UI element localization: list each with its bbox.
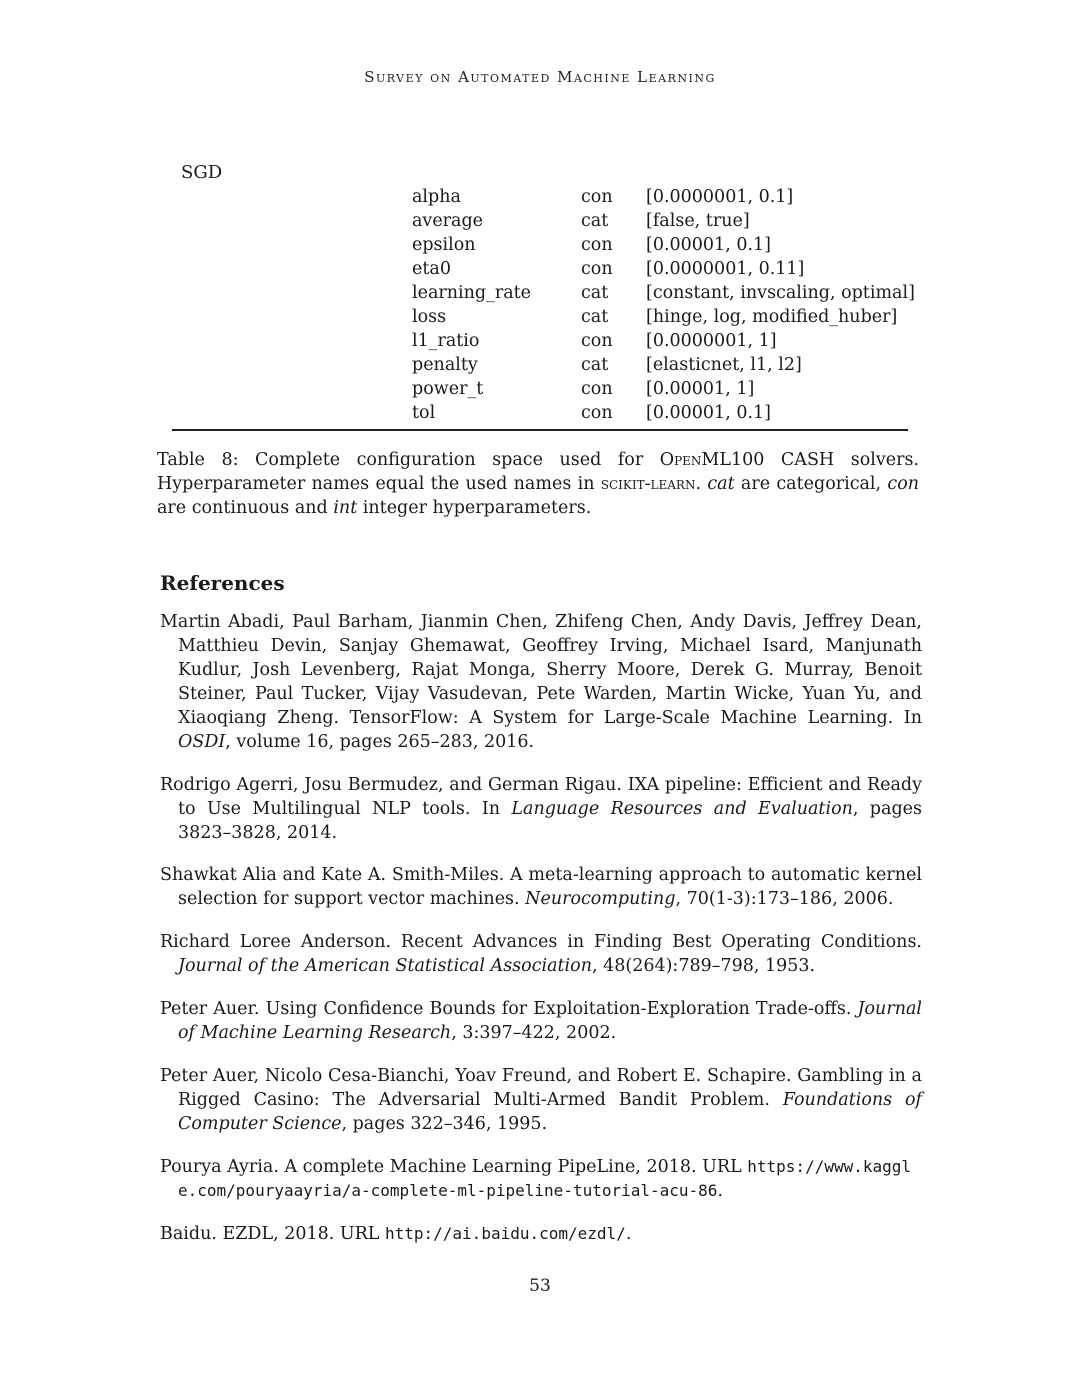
- reference-tail: .: [717, 1181, 724, 1201]
- param-range: [0.00001, 0.1]: [646, 235, 771, 255]
- caption-mid: CASH solvers. Hyperparameter names equal the used names in: [157, 450, 920, 494]
- table-bottom-rule: [172, 429, 908, 431]
- param-type: con: [581, 235, 613, 255]
- param-name: average: [412, 211, 484, 231]
- reference-url[interactable]: http://ai.baidu.com/ezdl/: [384, 1224, 626, 1243]
- caption-cat: cat: [707, 474, 735, 494]
- reference-text: Peter Auer. Using Confidence Bounds for Exploitation-Exploration Trade-offs.: [160, 999, 858, 1019]
- reference-item: [160, 773, 922, 845]
- param-type: con: [581, 379, 613, 399]
- reference-item: [160, 1155, 922, 1203]
- param-type: con: [581, 403, 613, 423]
- reference-text: Richard Loree Anderson. Recent Advances in Finding Best Operating Conditions.: [160, 932, 922, 952]
- reference-venue: Language Resources and Evaluation: [511, 799, 853, 819]
- reference-venue: OSDI: [178, 732, 226, 752]
- reference-item: [160, 997, 922, 1045]
- reference-venue: Journal of the American Statistical Association: [178, 956, 592, 976]
- reference-tail: , volume 16, pages 265–283, 2016.: [225, 732, 535, 752]
- reference-tail: , 3:397–422, 2002.: [451, 1023, 617, 1043]
- reference-text: Baidu. EZDL, 2018. URL: [160, 1224, 385, 1244]
- param-name: penalty: [412, 355, 478, 375]
- param-type: cat: [581, 283, 609, 303]
- reference-text: Martin Abadi, Paul Barham, Jianmin Chen, Zhifeng Chen, Andy Davis, Jeffrey Dean, Matthieu Devin, Sanjay Ghemawat, Geoffrey Irving, Michael Isard, Manjunath Kudlur, Josh Levenberg, Rajat Monga, Sherry Moore, Derek G. Murray, Benoit Steiner, Paul Tucker, Vijay Vasudevan, Pete Warden, Martin Wicke, Yuan Yu, and Xiaoqiang Zheng. TensorFlow: A System for Large-Scale Machine Learning. In: [160, 612, 922, 728]
- caption-int-text: integer hyperparameters.: [357, 498, 592, 518]
- param-type: cat: [581, 307, 609, 327]
- param-name: learning_rate: [412, 283, 532, 303]
- reference-item: [160, 863, 922, 911]
- param-range: [0.00001, 1]: [646, 379, 755, 399]
- param-type: con: [581, 187, 613, 207]
- caption-con: con: [887, 474, 919, 494]
- param-name: l1_ratio: [412, 331, 480, 351]
- param-range: [0.0000001, 0.1]: [646, 187, 794, 207]
- reference-item: [160, 1064, 922, 1136]
- reference-tail: , 70(1-3):173–186, 2006.: [675, 889, 894, 909]
- param-type: cat: [581, 355, 609, 375]
- caption-cat-text: are categorical,: [734, 474, 888, 494]
- reference-text: Pourya Ayria. A complete Machine Learning PipeLine, 2018. URL: [160, 1157, 748, 1177]
- reference-text: Rodrigo Agerri, Josu Bermudez, and German Rigau. IXA pipeline: Efficient and Ready to Use Multilingual NLP tools. In: [160, 775, 922, 819]
- reference-url[interactable]: https://www.kaggle.com/pouryaayria/a-complete-ml-pipeline-tutorial-acu-86: [178, 1157, 912, 1200]
- param-range: [constant, invscaling, optimal]: [646, 283, 915, 303]
- reference-venue: Journal of Machine Learning Research: [178, 999, 922, 1043]
- reference-item: [160, 610, 922, 754]
- param-range: [0.0000001, 1]: [646, 331, 777, 351]
- reference-item: [160, 1222, 922, 1246]
- reference-venue: Neurocomputing: [525, 889, 676, 909]
- param-range: [0.0000001, 0.11]: [646, 259, 805, 279]
- running-head: Survey on Automated Machine Learning: [364, 68, 716, 86]
- reference-tail: .: [625, 1224, 632, 1244]
- references-heading: References: [160, 571, 285, 595]
- param-range: [hinge, log, modified_huber]: [646, 307, 898, 327]
- reference-tail: , pages 322–346, 1995.: [341, 1114, 548, 1134]
- param-name: tol: [412, 403, 436, 423]
- reference-item: [160, 930, 922, 978]
- reference-tail: , 48(264):789–798, 1953.: [591, 956, 816, 976]
- caption-prefix: Table 8: Complete configuration space used for: [157, 450, 660, 470]
- reference-text: Peter Auer, Nicolo Cesa-Bianchi, Yoav Freund, and Robert E. Schapire. Gambling in a Rigged Casino: The Adversarial Multi-Armed Bandit Problem.: [160, 1066, 922, 1110]
- caption-con-text: are continuous and: [157, 498, 334, 518]
- caption-dot: .: [695, 474, 708, 494]
- reference-venue: Foundations of Computer Science: [178, 1090, 922, 1134]
- param-name: epsilon: [412, 235, 476, 255]
- caption-openml: OpenML100: [659, 450, 765, 470]
- caption-sklearn: scikit-learn: [600, 474, 696, 494]
- param-name: alpha: [412, 187, 461, 207]
- table-group-label: SGD: [181, 162, 223, 183]
- param-type: cat: [581, 211, 609, 231]
- caption-int: int: [333, 498, 358, 518]
- param-name: loss: [412, 307, 447, 327]
- param-name: eta0: [412, 259, 451, 279]
- reference-tail: , pages 3823–3828, 2014.: [178, 799, 922, 843]
- param-name: power_t: [412, 379, 484, 399]
- reference-text: Shawkat Alia and Kate A. Smith-Miles. A meta-learning approach to automatic kernel selection for support vector machines.: [160, 865, 922, 909]
- param-range: [0.00001, 0.1]: [646, 403, 771, 423]
- param-range: [elasticnet, l1, l2]: [646, 355, 802, 375]
- table-caption: [157, 448, 919, 520]
- page-number: 53: [529, 1276, 551, 1296]
- param-type: con: [581, 331, 613, 351]
- param-range: [false, true]: [646, 211, 750, 231]
- param-type: con: [581, 259, 613, 279]
